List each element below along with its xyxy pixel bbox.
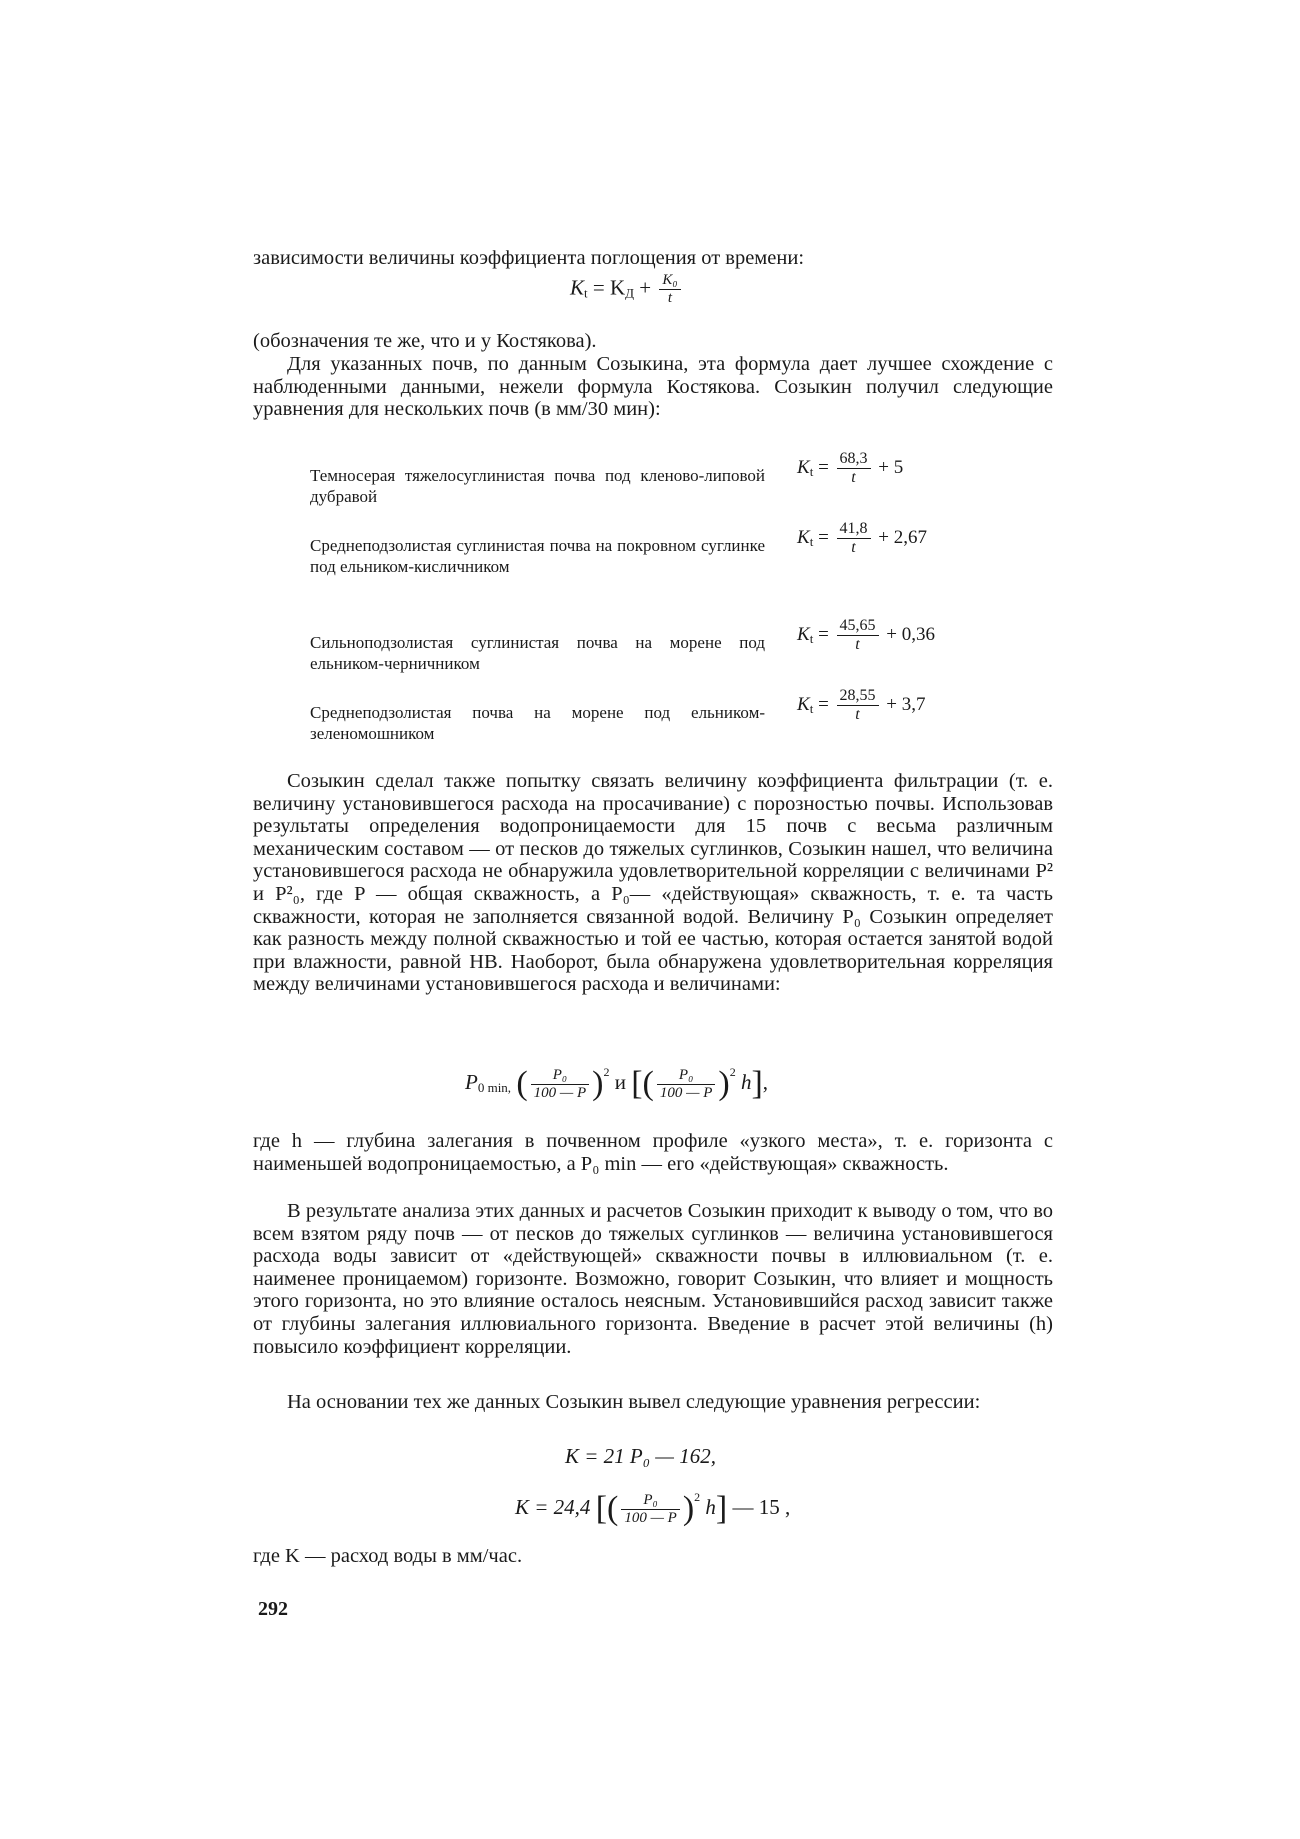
paragraph: Для указанных почв, по данным Созыкина, эта формула дает лучшее схождение с наблюденными данными, нежели формула Костякова. Созыкин получил следующие уравнения для нескольких почв (в мм/30 мин): [253,353,1053,421]
formula-subscript: t [809,630,814,646]
superscript: 2 [694,1490,701,1504]
equation-formula [797,450,903,487]
formula-constant: — 15 , [732,1494,791,1519]
notation-line: (обозначения те же, что и у Костякова). [253,330,597,352]
bracket-open: ( [516,1065,528,1102]
formula-fraction [837,617,879,654]
equation-description: Сильноподзолистая суглинистая почва на морене под ельником-черничником [310,633,765,673]
formula-fraction [621,1492,680,1527]
equation-description: Среднеподзолистая почва на морене под ельником-зеленомошником [310,703,765,743]
equation-formula [797,687,926,724]
fraction-denominator: 100 — P [624,1509,677,1526]
formula-subscript: t [584,285,588,301]
bracket-open: [( [631,1065,654,1102]
formula-symbol: K [797,693,810,715]
formula-fraction [837,520,871,557]
formula-operator: = [818,693,829,715]
regression-formula-1: K = 21 P₀ — 162, [565,1444,716,1468]
superscript: 2 [603,1065,610,1079]
fraction-numerator: 68,3 [837,450,871,469]
formula-subscript: Д [625,285,635,301]
equation-formula [797,617,935,654]
fraction-denominator: t [667,290,673,306]
formula-symbol: K [797,526,810,548]
fraction-denominator: 100 — P [533,1084,587,1101]
formula-fraction [837,450,871,487]
fraction-numerator: P₀ [657,1067,716,1085]
paragraph: В результате анализа этих данных и расчетов Созыкин приходит к выводу о том, что во всем взятом ряду почв — от песков до тяжелых суглинков — величина установившегося расхода воды зависит от «действующей» скважности почвы в иллювиальном (т. е. наименее проницаемом) горизонте. Возможно, говорит Созыкин, что влияет и мощность этого горизонта, но это влияние осталось неясным. Установившийся расход зависит также от глубины залегания иллювиального горизонта. Введение в расчет этой величины (h) повысило коэффициент корреляции. [253,1200,1053,1358]
bracket-close: ) [682,1490,695,1527]
formula-operator: + [639,275,652,300]
formula-fraction [659,272,680,307]
equation-formula [797,520,927,557]
fraction-numerator: P₀ [621,1492,680,1510]
formula-punct: , [762,1069,769,1094]
fraction-numerator: P₀ [531,1067,590,1085]
bracket-close: ] [715,1490,728,1527]
superscript: 2 [729,1065,736,1079]
paragraph: где h — глубина залегания в почвенном профиле «узкого места», т. е. горизонта с наименьшей водопроницаемостью, а P₀ min — его «действующая» скважность. [253,1130,1053,1175]
formula-constant: + 0,36 [886,623,935,645]
formula-word: и [614,1069,626,1094]
regression-formula-2 [515,1490,790,1528]
formula-operator: = [818,456,829,478]
fraction-numerator: 45,65 [837,617,879,636]
formula-operator: = [818,526,829,548]
page-number: 292 [258,1598,288,1620]
formula-fraction [531,1067,590,1102]
paragraph: На основании тех же данных Созыкин вывел следующие уравнения регрессии: [287,1391,981,1413]
formula-constant: + 5 [878,456,904,478]
formula-symbol: h [740,1069,752,1094]
formula-symbol: = K [592,275,626,300]
formula-constant: + 3,7 [886,693,926,715]
closing-line: где K — расход воды в мм/час. [253,1545,523,1567]
formula-subscript: t [809,463,814,479]
formula-operator: = [818,623,829,645]
equation-description: Темносерая тяжелосуглинистая почва под кленово-липовой дубравой [310,466,765,506]
fraction-denominator: t [851,539,856,556]
formula-symbol: h [705,1494,716,1519]
fraction-denominator: t [851,469,856,486]
equation-description: Среднеподзолистая суглинистая почва на покровном суглинке под ельником-кисличником [310,536,765,576]
formula-p0-min [465,1065,768,1103]
formula-subscript: t [809,533,814,549]
fraction-denominator: t [855,706,860,723]
fraction-denominator: t [855,636,860,653]
formula-symbol: K [797,623,810,645]
bracket-close: ) [592,1065,604,1102]
bracket-open: [( [595,1490,619,1527]
formula-constant: + 2,67 [878,526,927,548]
formula-symbol: K [797,456,810,478]
bracket-close: ) [718,1065,730,1102]
formula-symbol: K [570,275,585,300]
formula-kt [570,272,684,307]
fraction-numerator: 28,55 [837,687,879,706]
fraction-numerator: K₀ [659,272,680,290]
intro-line: зависимости величины коэффициента поглощения от времени: [253,247,805,269]
fraction-numerator: 41,8 [837,520,871,539]
formula-fraction [657,1067,716,1102]
formula-subscript: t [809,700,814,716]
formula-symbol: P [465,1069,478,1094]
formula-fraction [837,687,879,724]
bracket-close: ] [751,1065,763,1102]
formula-symbol: K = 24,4 [515,1494,591,1519]
formula-subscript: 0 min, [477,1079,512,1095]
paragraph: Созыкин сделал также попытку связать величину коэффициента фильтрации (т. е. величину установившегося расхода на просачивание) с порозностью почвы. Использовав результаты определения водопроницаемости для 15 почв с весьма различным механическим составом — от песков до тяжелых суглинков, Созыкин нашел, что величина установившегося расхода не обнаружила удовлетворительной корреляции с величинами P² и P²₀, где P — общая скважность, а P₀— «действующая» скважность, т. е. та часть скважности, которая не заполняется связанной водой. Величину P₀ Созыкин определяет как разность между полной скважностью и той ее частью, которая остается занятой водой при влажности, равной НВ. Наоборот, была обнаружена удовлетворительная корреляция между величинами установившегося расхода и величинами: [253,770,1053,996]
fraction-denominator: 100 — P [659,1084,713,1101]
